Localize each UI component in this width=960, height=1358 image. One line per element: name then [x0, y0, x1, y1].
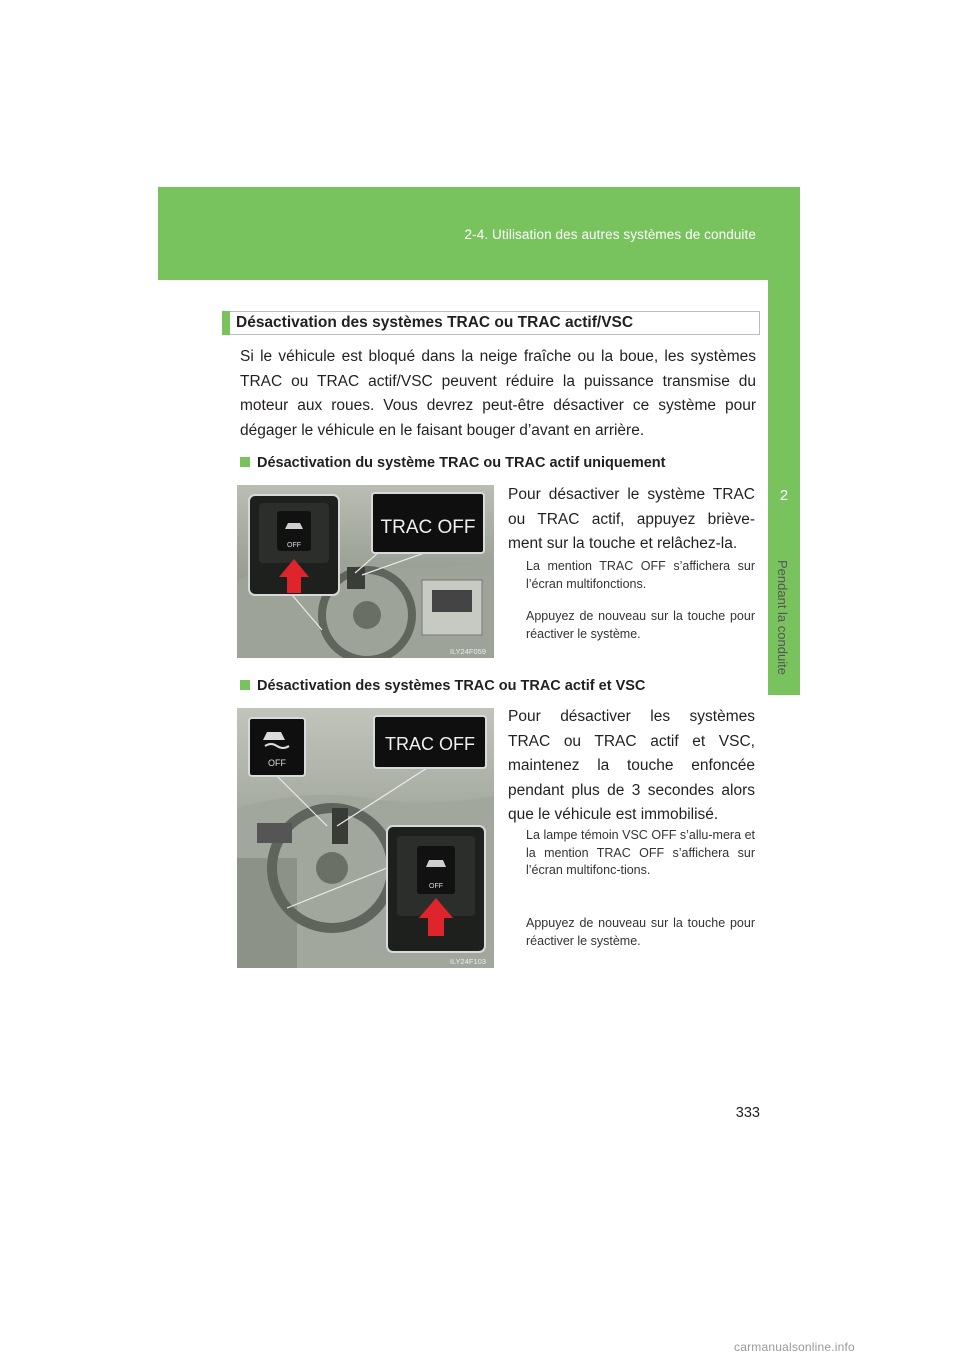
instruction-trac-and-vsc: Pour désactiver les systèmes TRAC ou TRAC actif et VSC, maintenez la touche enfoncée pendant plus de 3 secondes alors que le véhicule est immobilisé.	[508, 708, 755, 824]
section-heading-accent	[222, 311, 230, 335]
figure-code: ILY24F103	[449, 957, 486, 966]
note-reactivate: Appuyez de nouveau sur la touche pour réactiver le système.	[526, 916, 755, 948]
button-off-text: OFF	[287, 542, 301, 549]
dashboard-illustration-icon	[237, 485, 494, 658]
note-display-message: La mention TRAC OFF s’affichera sur l’écran multifonctions.	[526, 559, 755, 591]
square-bullet-icon	[240, 680, 250, 690]
page-number: 333	[735, 1105, 760, 1121]
subheading-text: Désactivation des systèmes TRAC ou TRAC actif et VSC	[257, 678, 646, 694]
subheading-trac-only	[240, 455, 665, 471]
note-reactivate: Appuyez de nouveau sur la touche pour réactiver le système.	[526, 609, 755, 641]
display-trac-off-text: TRAC OFF	[385, 734, 475, 754]
chapter-label: Pendant la conduite	[775, 560, 790, 675]
chapter-number: 2	[779, 487, 789, 504]
section-title: 2-4. Utilisation des autres systèmes de conduite	[464, 227, 756, 242]
instruction-trac-only: Pour désactiver le système TRAC ou TRAC actif, appuyez briève-ment sur la touche et relâchez-la.	[508, 486, 755, 553]
subheading-trac-and-vsc	[240, 678, 645, 694]
figure-trac-button	[237, 485, 494, 658]
dashboard-illustration-icon	[237, 708, 494, 968]
note-vsc-off-lamp: La lampe témoin VSC OFF s’allu-mera et la mention TRAC OFF s’affichera sur l’écran multifonc-tions.	[526, 828, 755, 877]
indicator-off-text: OFF	[268, 758, 286, 768]
display-trac-off-text: TRAC OFF	[380, 517, 476, 538]
intro-paragraph: Si le véhicule est bloqué dans la neige fraîche ou la boue, les systèmes TRAC ou TRAC actif/VSC peuvent réduire la puissance transmise du moteur aux roues. Vous devrez peut-être désactiver ce système pour dégager le véhicule en le faisant bouger d’avant en arrière.	[240, 348, 756, 439]
watermark: carmanualsonline.info	[734, 1340, 855, 1354]
button-off-text: OFF	[429, 883, 443, 890]
square-bullet-icon	[240, 457, 250, 467]
figure-code: ILY24F059	[449, 647, 486, 656]
subheading-text: Désactivation du système TRAC ou TRAC actif uniquement	[257, 455, 666, 471]
chapter-header	[158, 187, 800, 280]
figure-vsc-button	[237, 708, 494, 968]
section-heading: Désactivation des systèmes TRAC ou TRAC actif/VSC	[236, 314, 634, 331]
